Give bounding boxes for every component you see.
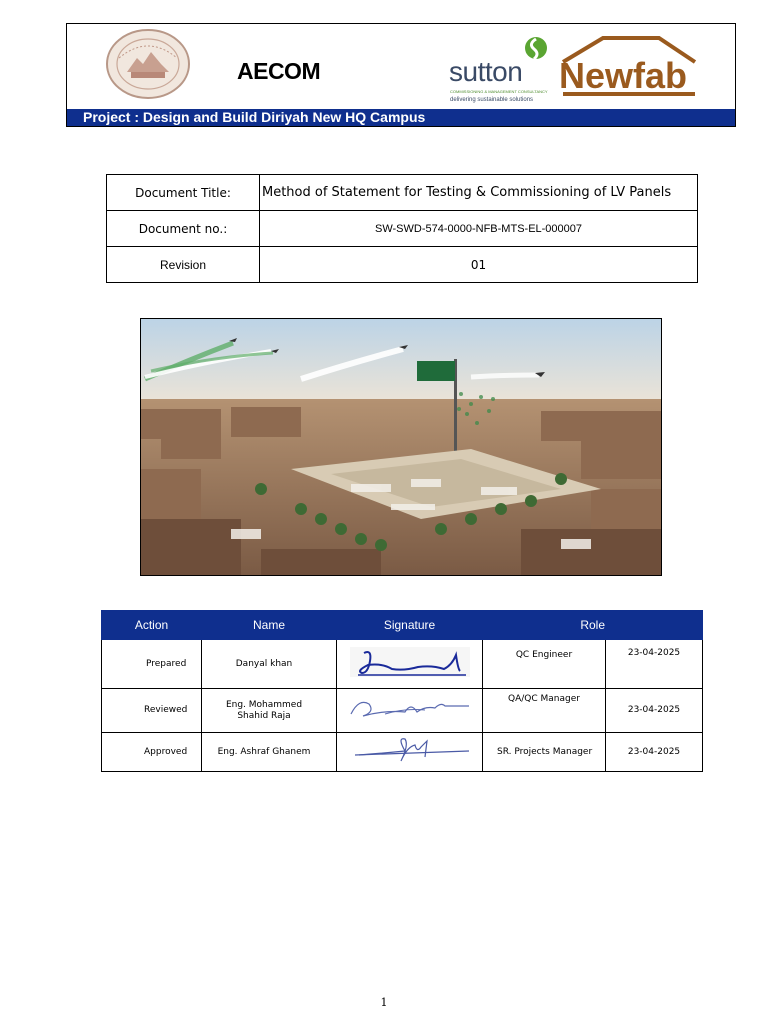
signature-cell [337, 733, 483, 772]
role-cell: QC Engineer [483, 640, 606, 689]
header-signature: Signature [337, 611, 483, 640]
name-cell: Eng. Ashraf Ghanem [202, 733, 337, 772]
date-cell: 23-04-2025 [606, 640, 703, 689]
header-date [606, 611, 703, 640]
date-cell: 23-04-2025 [606, 733, 703, 772]
university-seal-logo [105, 28, 191, 100]
role-cell: QA/QC Manager [483, 689, 606, 733]
header-role: Role [483, 611, 606, 640]
approvals-header-row [102, 611, 703, 640]
project-title: Project : Design and Build Diriyah New HQ Campus [83, 109, 426, 125]
document-title-label: Document Title: [107, 175, 260, 211]
revision-row [107, 247, 698, 283]
campus-rendering-image [140, 318, 662, 576]
action-cell: Reviewed [102, 689, 202, 733]
signature-image [348, 645, 472, 679]
table-row-prepared [102, 640, 703, 689]
table-row-approved [102, 733, 703, 772]
signature-image [345, 692, 475, 726]
revision-value: 01 [260, 247, 698, 283]
project-banner [67, 109, 735, 126]
document-title-value: Method of Statement for Testing & Commissioning of LV Panels [260, 175, 698, 211]
sutton-subline: COMMISSIONING & MANAGEMENT CONSULTANCY [450, 89, 548, 94]
page-number: 1 [380, 996, 388, 1009]
name-cell: Eng. Mohammed Shahid Raja [202, 689, 337, 733]
signature-cell [337, 689, 483, 733]
action-cell: Prepared [102, 640, 202, 689]
document-number-row [107, 211, 698, 247]
date-cell: 23-04-2025 [606, 689, 703, 733]
approvals-table [101, 610, 703, 772]
document-title-row [107, 175, 698, 211]
table-row-reviewed [102, 689, 703, 733]
document-number-label: Document no.: [107, 211, 260, 247]
header-name: Name [202, 611, 337, 640]
name-cell: Danyal khan [202, 640, 337, 689]
role-cell: SR. Projects Manager [483, 733, 606, 772]
signature-cell [337, 640, 483, 689]
aecom-logo: AECOM [237, 58, 321, 84]
document-number-value: SW-SWD-574-0000-NFB-MTS-EL-000007 [260, 211, 698, 247]
document-header [66, 23, 736, 127]
header-action: Action [102, 611, 202, 640]
sutton-wordmark: sutton [449, 56, 523, 87]
document-info-table [106, 174, 698, 283]
action-cell: Approved [102, 733, 202, 772]
signature-image [345, 733, 475, 767]
sutton-swirl-icon [523, 34, 549, 66]
newfab-logo [555, 34, 701, 98]
campus-illustration [141, 319, 662, 576]
newfab-wordmark: Newfab [559, 55, 688, 96]
revision-label: Revision [107, 247, 260, 283]
sutton-tagline: delivering sustainable solutions [450, 97, 534, 103]
sutton-logo [447, 34, 552, 109]
